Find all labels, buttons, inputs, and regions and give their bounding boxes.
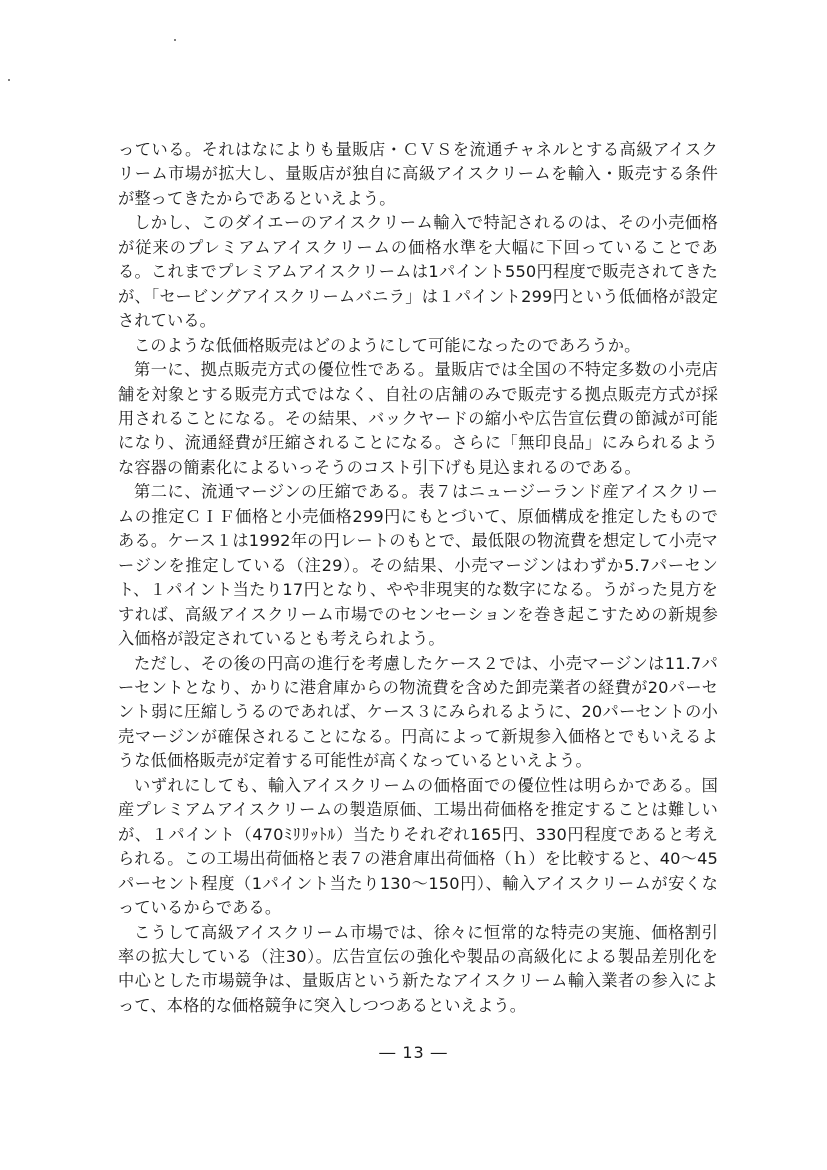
paragraph-price-advantage: いずれにしても、輸入アイスクリームの価格面での優位性は明らかである。国産プレミアムアイスクリームの製造原価、工場出荷価格を推定することは難しいが、１パイント（470ﾐﾘﾘｯﾄﾙ）当たりそれぞれ165円、330円程度であると考えられる。この工場出荷価格と表７の港倉庫出荷価格（ｈ）を比較すると、40～45パーセント程度（1パイント当たり130～150円）、輸入アイスクリームが安くなっているからである。 bbox=[118, 775, 718, 918]
scan-speck bbox=[8, 79, 10, 81]
page-number: ― 13 ― bbox=[379, 1043, 448, 1062]
paragraph-case-two: ただし、その後の円高の進行を考慮したケース２では、小売マージンは11.7パーセントとなり、かりに港倉庫からの物流費を含めた卸売業者の経費が20パーセント弱に圧縮しうるのであれば、ケース３にみられるように、20パーセントの小売マージンが確保されることになる。円高によって新規参入価格とでもいえるような低価格販売が定着する可能性が高くなっているといえよう。 bbox=[118, 653, 718, 771]
paragraph-first-point: 第一に、拠点販売方式の優位性である。量販店では全国の不特定多数の小売店舗を対象とする販売方式ではなく、自社の店舗のみで販売する拠点販売方式が採用されることになる。その結果、バックヤードの縮小や広告宣伝費の節減が可能になり、流通経費が圧縮されることになる。さらに「無印良品」にみられるような容器の簡素化によるいっそうのコスト引下げも見込まれるのである。 bbox=[118, 360, 718, 477]
paragraph-second-point: 第二に、流通マージンの圧縮である。表７はニュージーランド産アイスクリームの推定ＣＩＦ価格と小売価格299円にもとづいて、原価構成を推定したものである。ケース１は1992年の円レートのもとで、最低限の物流費を想定して小売マージンを推定している（注29）。その結果、小売マージンはわずか5.7パーセント、１パイント当たり17円となり、やや非現実的な数字になる。うがった見方をすれば、高級アイスクリーム市場でのセンセーションを巻き起こすための新規参入価格が設定されているとも考えられよう。 bbox=[118, 482, 718, 649]
paragraph-question: このような低価格販売はどのようにして可能になったのであろうか。 bbox=[134, 335, 641, 355]
scan-speck bbox=[174, 39, 176, 41]
paragraph-conclusion: こうして高級アイスクリーム市場では、徐々に恒常的な特売の実施、価格割引率の拡大している（注30）。広告宣伝の強化や製品の高級化による製品差別化を中心とした市場競争は、量販店という新たなアイスクリーム輸入業者の参入によって、本格的な価格競争に突入しつつあるといえよう。 bbox=[118, 922, 718, 1015]
body-text bbox=[118, 138, 718, 1018]
paragraph-price-level: しかし、このダイエーのアイスクリーム輸入で特記されるのは、その小売価格が従来のプレミアムアイスクリームの価格水準を大幅に下回っていることである。これまでプレミアムアイスクリームは1パイント550円程度で販売されてきたが、「セービングアイスクリームバニラ」は１パイント299円という低価格が設定されている。 bbox=[118, 213, 718, 331]
paragraph-continuation: っている。それはなによりも量販店・ＣＶＳを流通チャネルとする高級アイスクリーム市場が拡大し、量販店が独自に高級アイスクリームを輸入・販売する条件が整ってきたからであるといえよう。 bbox=[118, 140, 718, 208]
